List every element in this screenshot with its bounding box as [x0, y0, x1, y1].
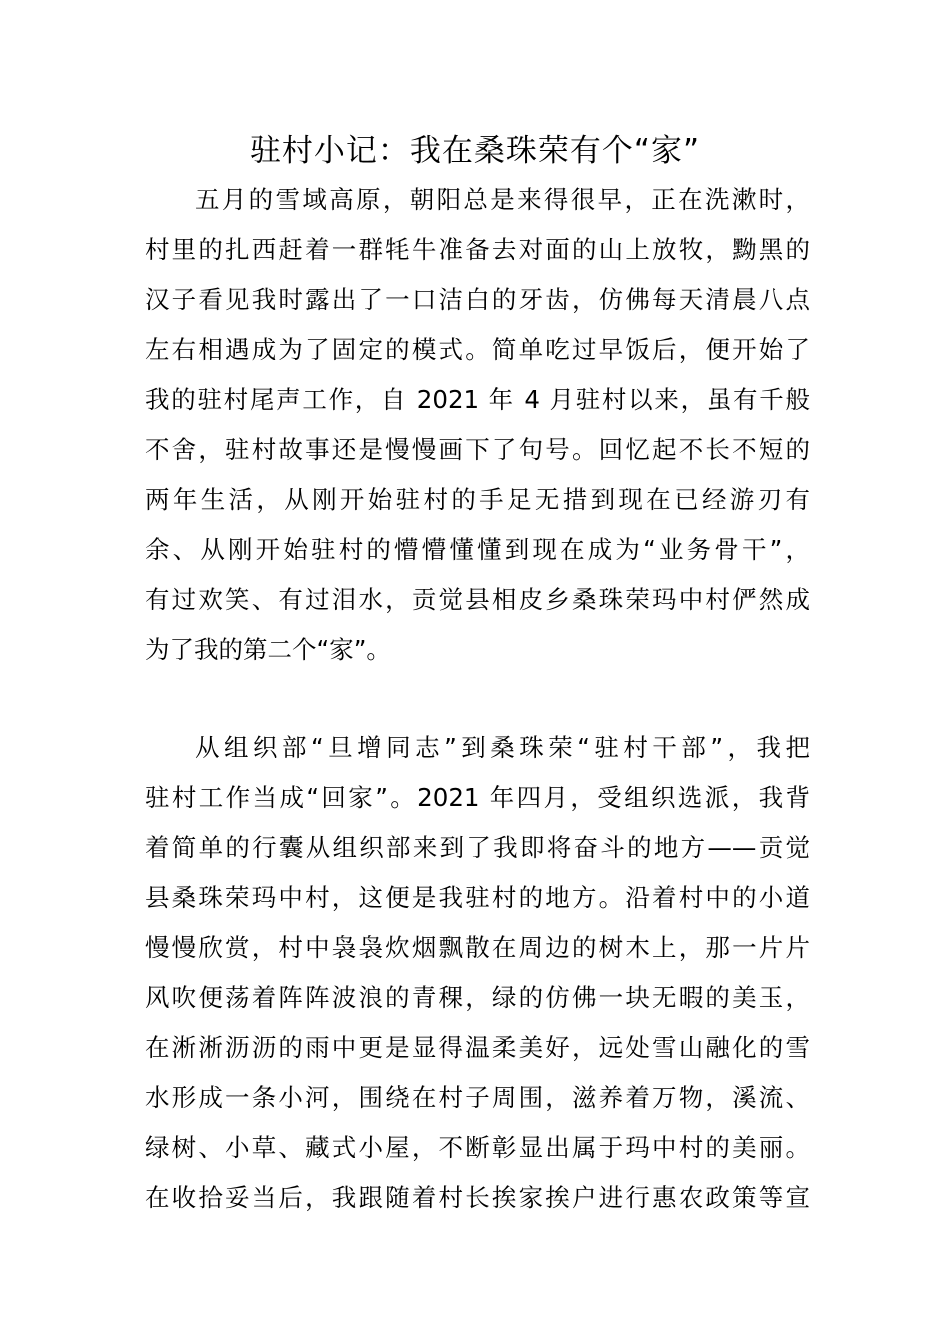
text-line: 从组织部“旦增同志”到桑珠荣“驻村干部”，我把 [195, 733, 810, 762]
text-line: 在收拾妥当后，我跟随着村长挨家挨户进行惠农政策等宣 [145, 1183, 810, 1212]
text-line: 驻村工作当成“回家”。2021 年四月，受组织选派，我背 [145, 783, 810, 812]
text-line: 不舍，驻村故事还是慢慢画下了句号。回忆起不长不短的 [145, 435, 810, 464]
text-line: 五月的雪域高原，朝阳总是来得很早，正在洗漱时， [195, 185, 810, 214]
paragraph-2 [145, 723, 810, 1223]
text-line: 水形成一条小河，围绕在村子周围，滋养着万物，溪流、 [145, 1083, 810, 1112]
text-line: 余、从刚开始驻村的懵懵懂懂到现在成为“业务骨干”， [145, 535, 810, 564]
paragraph-1 [145, 175, 810, 675]
text-line: 县桑珠荣玛中村，这便是我驻村的地方。沿着村中的小道 [145, 883, 810, 912]
text-line: 我的驻村尾声工作，自 2021 年 4 月驻村以来，虽有千般 [145, 385, 810, 414]
text-line: 着简单的行囊从组织部来到了我即将奋斗的地方——贡觉 [145, 833, 810, 862]
text-line: 绿树、小草、藏式小屋，不断彰显出属于玛中村的美丽。 [145, 1133, 810, 1162]
text-line: 两年生活，从刚开始驻村的手足无措到现在已经游刃有 [145, 485, 810, 514]
text-line: 在淅淅沥沥的雨中更是显得温柔美好，远处雪山融化的雪 [145, 1033, 810, 1062]
text-line: 村里的扎西赶着一群牦牛准备去对面的山上放牧，黝黑的 [145, 235, 810, 264]
text-line: 慢慢欣赏，村中袅袅炊烟飘散在周边的树木上，那一片片 [145, 933, 810, 962]
text-line: 左右相遇成为了固定的模式。简单吃过早饭后，便开始了 [145, 335, 810, 364]
document-title: 驻村小记：我在桑珠荣有个“家” [249, 133, 701, 169]
text-line: 汉子看见我时露出了一口洁白的牙齿，仿佛每天清晨八点 [145, 285, 810, 314]
text-line: 风吹便荡着阵阵波浪的青稞，绿的仿佛一块无暇的美玉， [145, 983, 810, 1012]
text-line: 为了我的第二个“家”。 [145, 635, 391, 664]
text-line: 有过欢笑、有过泪水，贡觉县相皮乡桑珠荣玛中村俨然成 [145, 585, 810, 614]
